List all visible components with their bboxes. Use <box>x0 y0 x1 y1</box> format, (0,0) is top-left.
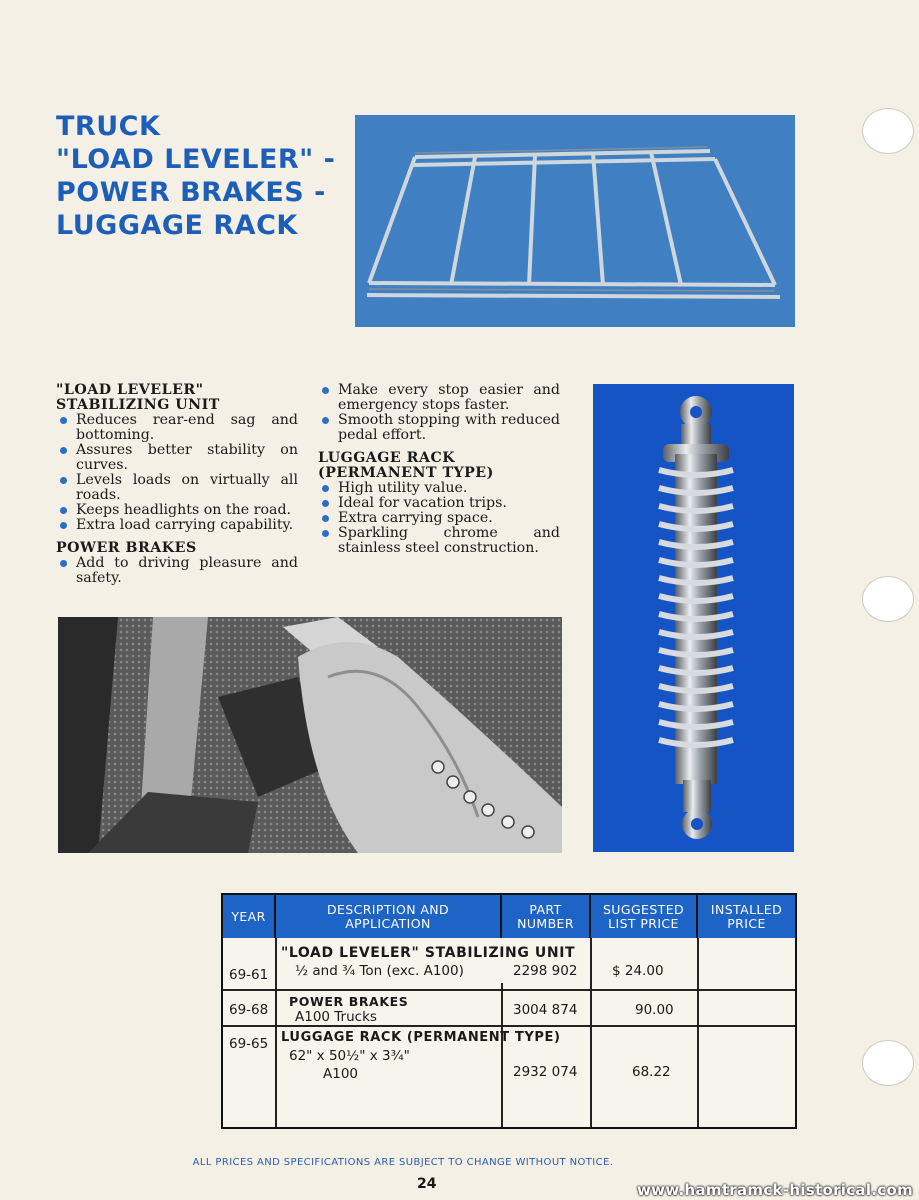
title-line: LUGGAGE RACK <box>56 210 298 241</box>
binder-hole-middle <box>862 576 914 622</box>
brake-pedal-shoe-photo <box>58 617 562 853</box>
header-price-line: SUGGESTED <box>602 901 685 917</box>
list-item: Make every stop easier and emergency stops faster. <box>318 383 560 413</box>
list-item: Reduces rear-end sag and bottoming. <box>56 413 298 443</box>
load-leveler-subheading: STABILIZING UNIT <box>56 397 220 413</box>
list-item: Keeps headlights on the road. <box>56 503 298 518</box>
header-description <box>276 895 502 938</box>
table-cell-price: $ 24.00 <box>612 963 664 979</box>
header-part-line: NUMBER <box>517 915 574 931</box>
table-cell-price: 90.00 <box>635 1002 674 1018</box>
table-cell-part-number: 2298 902 <box>513 963 578 979</box>
header-installed-price <box>698 895 795 938</box>
binder-hole-top <box>862 108 914 154</box>
table-cell-description: A100 Trucks <box>295 1009 377 1025</box>
table-cell-description-application: A100 <box>323 1066 359 1082</box>
table-cell-part-number: 2932 074 <box>513 1064 578 1080</box>
list-item: Assures better stability on curves. <box>56 443 298 473</box>
table-cell-year: 69-65 <box>229 1036 269 1052</box>
load-leveler-shock-photo <box>593 384 794 852</box>
page-title <box>56 110 335 242</box>
table-cell-description: ½ and ¾ Ton (exc. A100) <box>295 963 464 979</box>
luggage-rack-illustration <box>355 115 795 327</box>
title-line: POWER BRAKES - <box>56 177 326 208</box>
luggage-rack-subheading: (PERMANENT TYPE) <box>318 465 494 481</box>
table-cell-year: 69-68 <box>229 1002 269 1018</box>
table-row-title: "LOAD LEVELER" STABILIZING UNIT <box>281 945 576 961</box>
header-part-number <box>502 895 591 938</box>
table-header <box>221 893 797 940</box>
list-item: Extra load carrying capability. <box>56 518 298 533</box>
site-watermark: www.hamtramck-historical.com <box>637 1181 913 1199</box>
features-right-column <box>318 383 560 556</box>
price-table <box>221 893 797 1129</box>
header-installed-line: PRICE <box>727 915 766 931</box>
title-line: "LOAD LEVELER" - <box>56 144 336 175</box>
power-brakes-list <box>56 556 298 586</box>
list-item: Levels loads on virtually all roads. <box>56 473 298 503</box>
power-brakes-heading: POWER BRAKES <box>56 540 197 556</box>
power-brakes-list-continued <box>318 383 560 443</box>
load-leveler-list <box>56 413 298 533</box>
luggage-rack-heading: LUGGAGE RACK <box>318 450 456 466</box>
list-item: High utility value. <box>318 481 560 496</box>
list-item: Extra carrying space. <box>318 511 560 526</box>
header-description-line: APPLICATION <box>345 915 431 931</box>
table-row-title: LUGGAGE RACK (PERMANENT TYPE) <box>281 1030 561 1045</box>
brake-pedal-illustration <box>58 617 562 853</box>
luggage-rack-list <box>318 481 560 556</box>
page-number: 24 <box>417 1176 437 1192</box>
load-leveler-heading: "LOAD LEVELER" <box>56 382 204 398</box>
table-cell-part-number: 3004 874 <box>513 1002 578 1018</box>
header-price-line: LIST PRICE <box>608 915 679 931</box>
header-year-label: YEAR <box>231 908 266 924</box>
table-cell-price: 68.22 <box>632 1064 671 1080</box>
pricing-disclaimer: ALL PRICES AND SPECIFICATIONS ARE SUBJECT TO CHANGE WITHOUT NOTICE. <box>192 1157 614 1168</box>
title-line: TRUCK <box>56 111 161 142</box>
list-item: Ideal for vacation trips. <box>318 496 560 511</box>
header-part-line: PART <box>529 901 562 917</box>
header-description-line: DESCRIPTION AND <box>326 901 450 917</box>
table-cell-description: 62" x 50½" x 3¾" <box>289 1048 410 1064</box>
header-year <box>223 895 276 938</box>
luggage-rack-photo <box>355 115 795 327</box>
features-left-column <box>56 383 298 586</box>
list-item: Add to driving pleasure and safety. <box>56 556 298 586</box>
list-item: Smooth stopping with reduced pedal effort. <box>318 413 560 443</box>
header-list-price <box>591 895 698 938</box>
list-item: Sparkling chrome and stainless steel construction. <box>318 526 560 556</box>
table-body <box>221 938 797 1129</box>
header-installed-line: INSTALLED <box>710 901 783 917</box>
table-row-title: POWER BRAKES <box>289 994 409 1009</box>
table-cell-year: 69-61 <box>229 967 269 983</box>
shock-absorber-illustration <box>593 384 794 852</box>
binder-hole-bottom <box>862 1040 914 1086</box>
